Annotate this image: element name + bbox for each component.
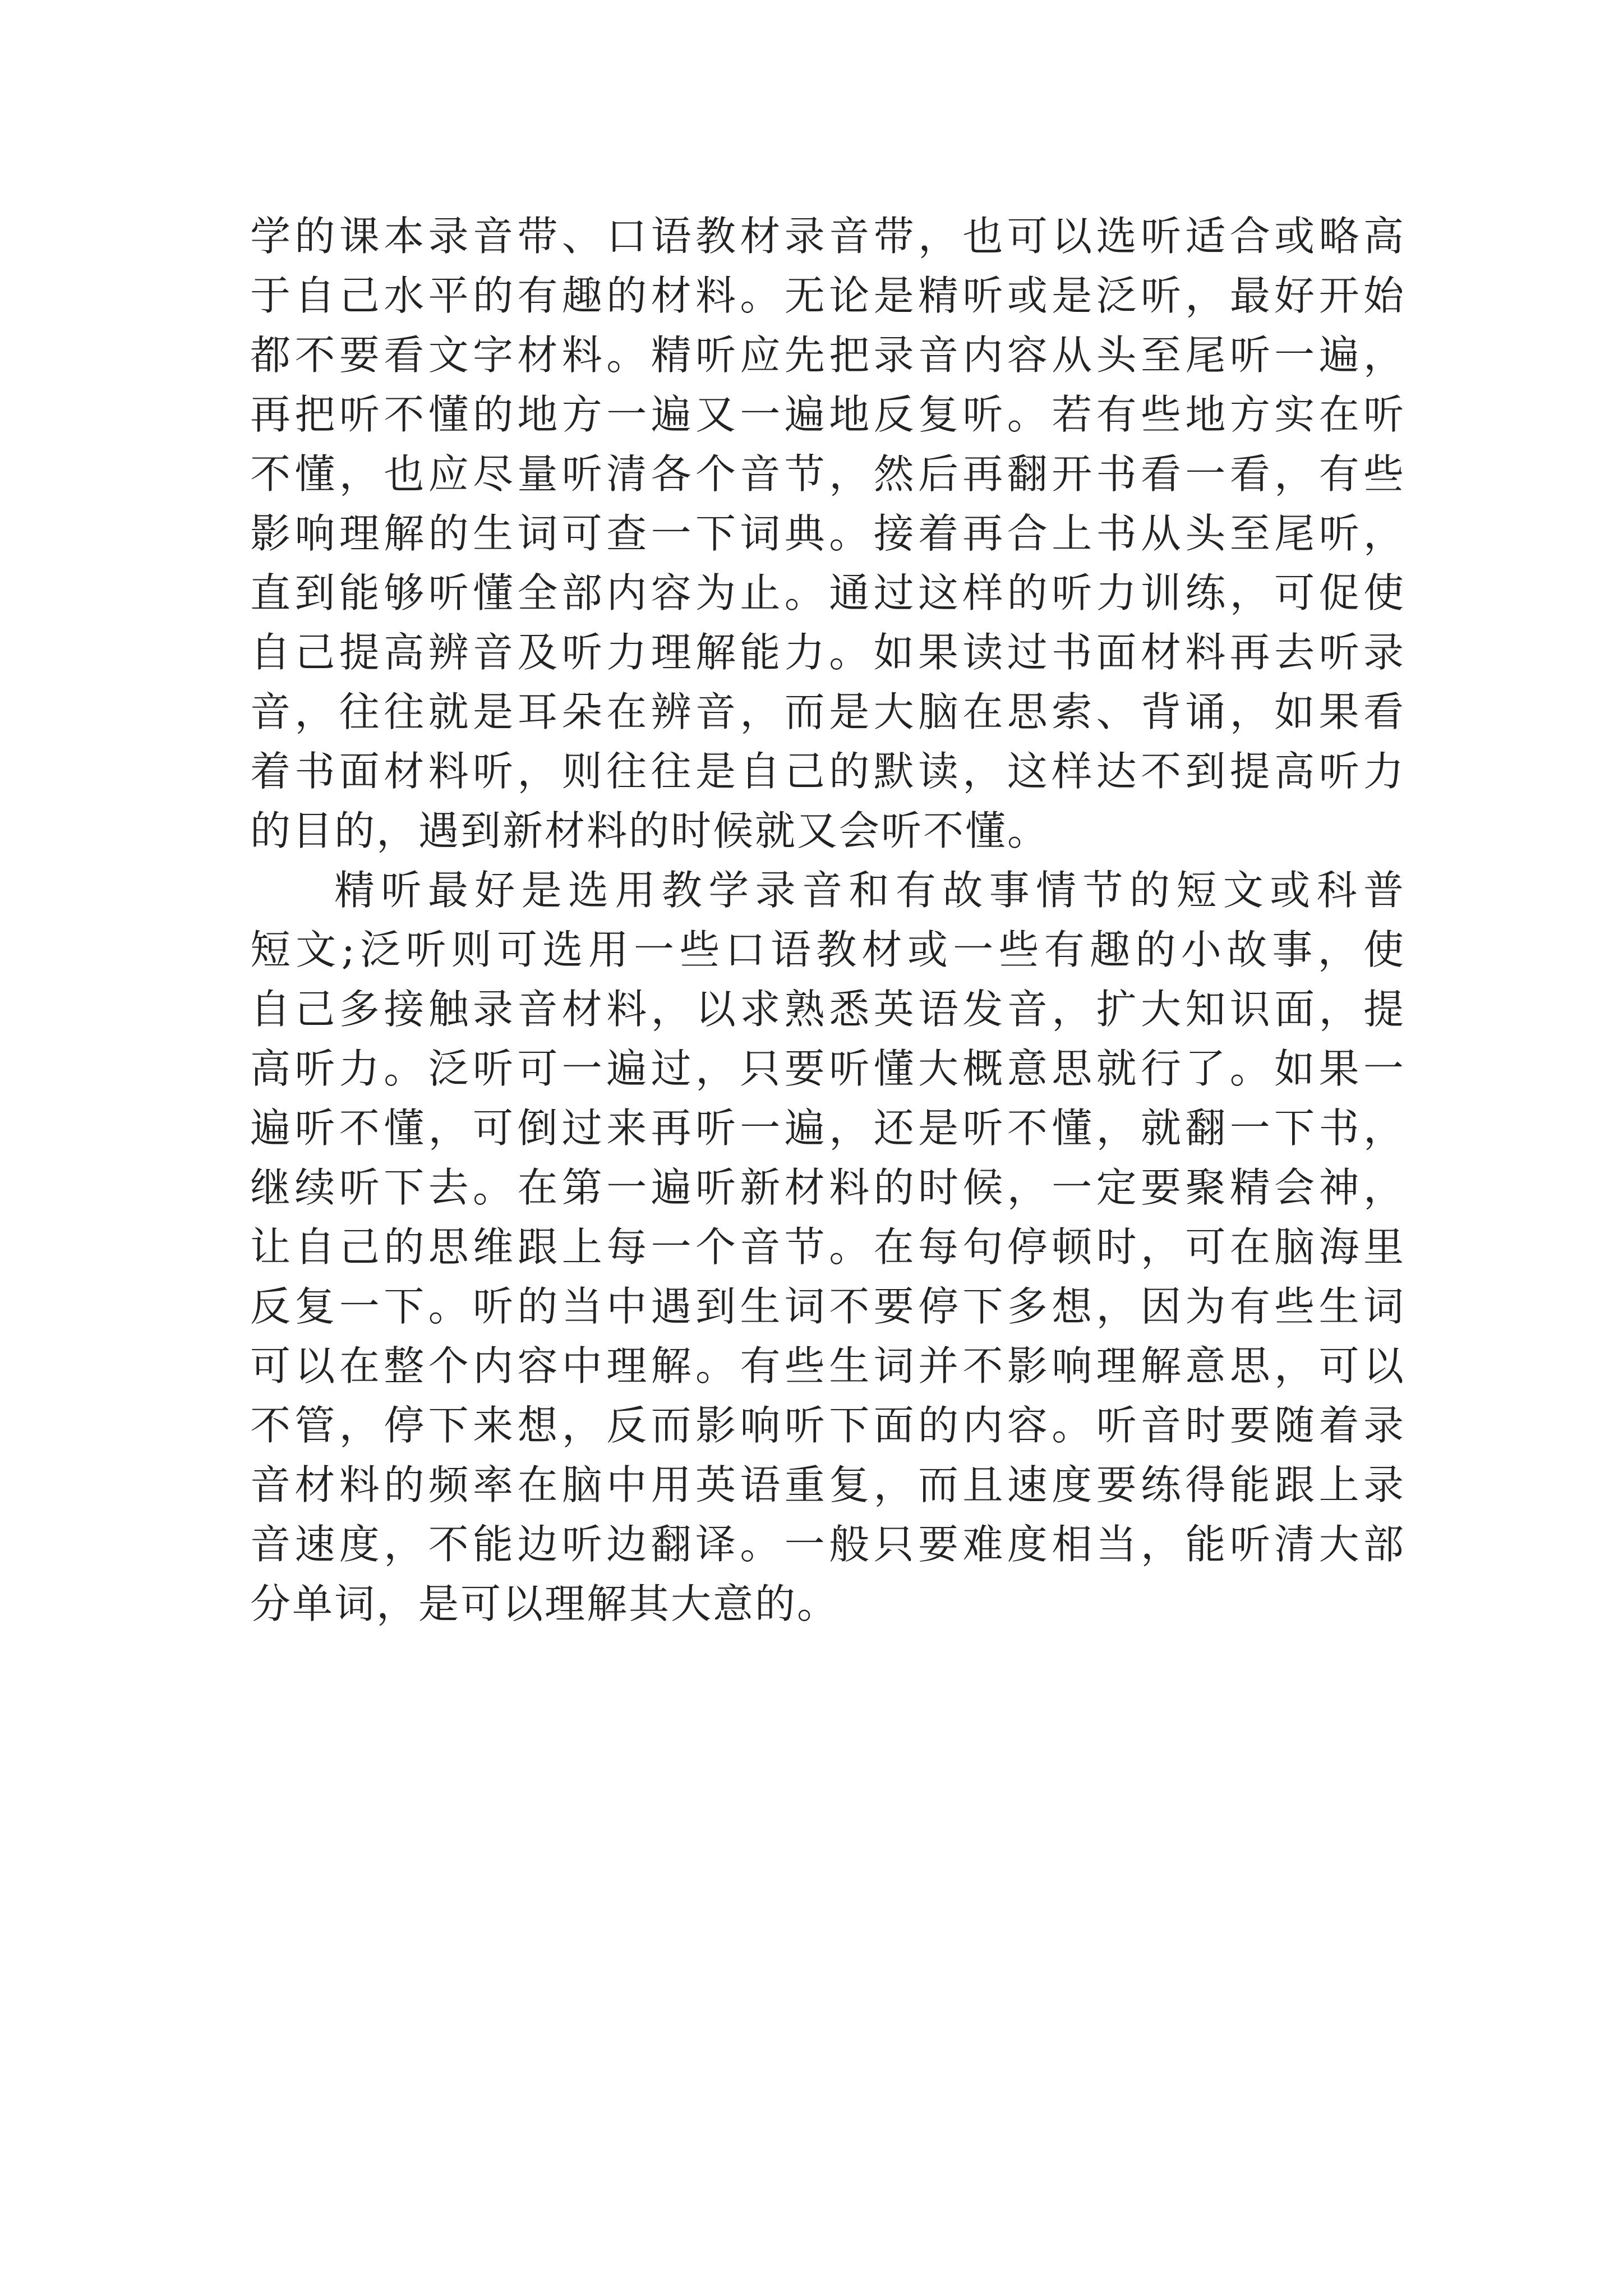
text-line: 不懂，也应尽量听清各个音节，然后再翻开书看一看，有些 — [250, 450, 1405, 498]
text-line: 音速度，不能边听边翻译。一般只要难度相当，能听清大部 — [250, 1521, 1405, 1568]
body-text — [250, 206, 1405, 1634]
text-line: 分单词，是可以理解其大意的。 — [250, 1580, 840, 1627]
paragraph — [250, 206, 1405, 861]
text-line: 自己多接触录音材料，以求熟悉英语发音，扩大知识面，提 — [250, 986, 1405, 1033]
text-line: 的目的，遇到新材料的时候就又会听不懂。 — [250, 807, 1050, 854]
text-line: 直到能够听懂全部内容为止。通过这样的听力训练，可促使 — [250, 569, 1405, 616]
text-line: 继续听下去。在第一遍听新材料的时候，一定要聚精会神， — [250, 1164, 1405, 1211]
text-line: 反复一下。听的当中遇到生词不要停下多想，因为有些生词 — [250, 1283, 1405, 1330]
text-line: 短文;泛听则可选用一些口语教材或一些有趣的小故事，使 — [250, 926, 1405, 973]
text-line: 自己提高辨音及听力理解能力。如果读过书面材料再去听录 — [250, 629, 1405, 676]
text-line: 影响理解的生词可查一下词典。接着再合上书从头至尾听， — [250, 510, 1405, 557]
text-line: 音，往往就是耳朵在辨音，而是大脑在思索、背诵，如果看 — [250, 688, 1405, 735]
text-line: 让自己的思维跟上每一个音节。在每句停顿时，可在脑海里 — [250, 1223, 1405, 1271]
text-line: 着书面材料听，则往往是自己的默读，这样达不到提高听力 — [250, 748, 1405, 795]
text-line: 遍听不懂，可倒过来再听一遍，还是听不懂，就翻一下书， — [250, 1105, 1405, 1152]
text-line: 精听最好是选用教学录音和有故事情节的短文或科普 — [334, 867, 1405, 914]
paragraph — [250, 861, 1405, 1634]
text-line: 再把听不懂的地方一遍又一遍地反复听。若有些地方实在听 — [250, 391, 1405, 438]
text-line: 高听力。泛听可一遍过，只要听懂大概意思就行了。如果一 — [250, 1045, 1405, 1092]
text-line: 学的课本录音带、口语教材录音带，也可以选听适合或略高 — [250, 213, 1405, 260]
text-line: 都不要看文字材料。精听应先把录音内容从头至尾听一遍， — [250, 332, 1405, 379]
text-line: 音材料的频率在脑中用英语重复，而且速度要练得能跟上录 — [250, 1461, 1405, 1508]
text-line: 不管，停下来想，反而影响听下面的内容。听音时要随着录 — [250, 1402, 1405, 1449]
text-line: 于自己水平的有趣的材料。无论是精听或是泛听，最好开始 — [250, 272, 1405, 319]
text-line: 可以在整个内容中理解。有些生词并不影响理解意思，可以 — [250, 1342, 1405, 1389]
